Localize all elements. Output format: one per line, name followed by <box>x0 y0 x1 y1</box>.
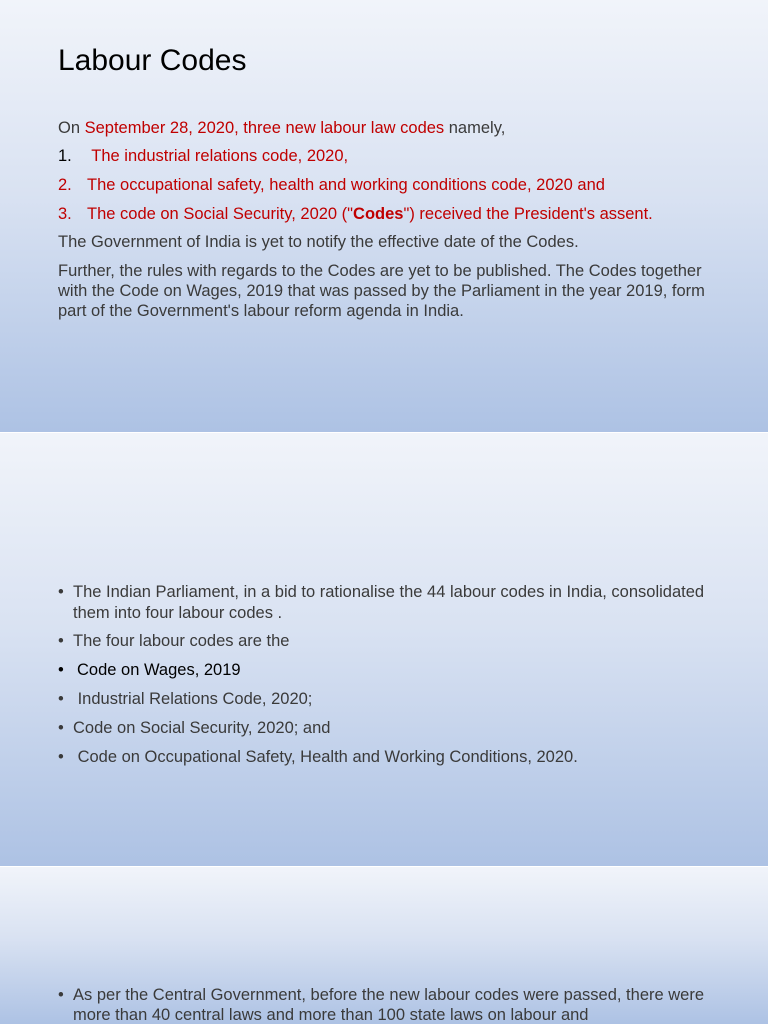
bullet-item: • Code on Occupational Safety, Health and Working Conditions, 2020. <box>58 748 578 766</box>
bullet-item: • As per the Central Government, before the new labour codes were passed, there were more than 40 central laws and more than 100 state laws on labour and <box>58 986 705 1024</box>
bullet-icon: • <box>58 986 64 1004</box>
item-number: 3. <box>58 205 72 223</box>
bullet-list <box>58 582 718 768</box>
bullet-icon: • <box>58 748 64 766</box>
intro-suffix: namely, <box>444 119 506 137</box>
bullet-item: • Industrial Relations Code, 2020; <box>58 690 313 708</box>
intro-prefix: On <box>58 119 85 137</box>
bullet-item: • Code on Social Security, 2020; and <box>58 719 331 737</box>
item-text-after: ") received the President's assent. <box>403 205 653 223</box>
item-number: 2. <box>58 176 72 194</box>
bullet-item: • The Indian Parliament, in a bid to rationalise the 44 labour codes in India, consolidated them into four labour codes . <box>58 583 705 622</box>
bullet-icon: • <box>58 690 64 708</box>
paragraph-rules: Further, the rules with regards to the Codes are yet to be published. The Codes together with the Code on Wages, 2019 that was passed by the Parliament in the year 2019, form part of the Government's labour reform agenda in India. <box>58 262 705 320</box>
bullet-icon: • <box>58 719 64 737</box>
slide-1 <box>0 0 768 432</box>
numbered-item-3 <box>58 204 653 224</box>
slide-2 <box>0 433 768 866</box>
item-text-bold: Codes <box>353 205 404 223</box>
slide-title: Labour Codes <box>58 44 247 77</box>
numbered-item-2 <box>58 175 605 195</box>
intro-highlight: September 28, 2020, three new labour law codes <box>84 119 445 137</box>
item-number: 1. <box>58 147 72 165</box>
numbered-item-1 <box>58 146 348 166</box>
paragraph-effective-date: The Government of India is yet to notify the effective date of the Codes. <box>58 233 579 251</box>
bullet-icon: • <box>58 632 64 650</box>
intro-paragraph <box>58 118 718 138</box>
item-text-before: The code on Social Security, 2020 (" <box>87 205 354 223</box>
bullet-item: • Code on Wages, 2019 <box>58 661 241 679</box>
item-text: The occupational safety, health and working conditions code, 2020 and <box>87 176 605 194</box>
bullet-list <box>58 985 708 1024</box>
item-text: The industrial relations code, 2020, <box>87 147 349 165</box>
bullet-icon: • <box>58 661 64 679</box>
slide-3 <box>0 867 768 1024</box>
bullet-item: • The four labour codes are the <box>58 632 290 650</box>
bullet-icon: • <box>58 583 64 601</box>
